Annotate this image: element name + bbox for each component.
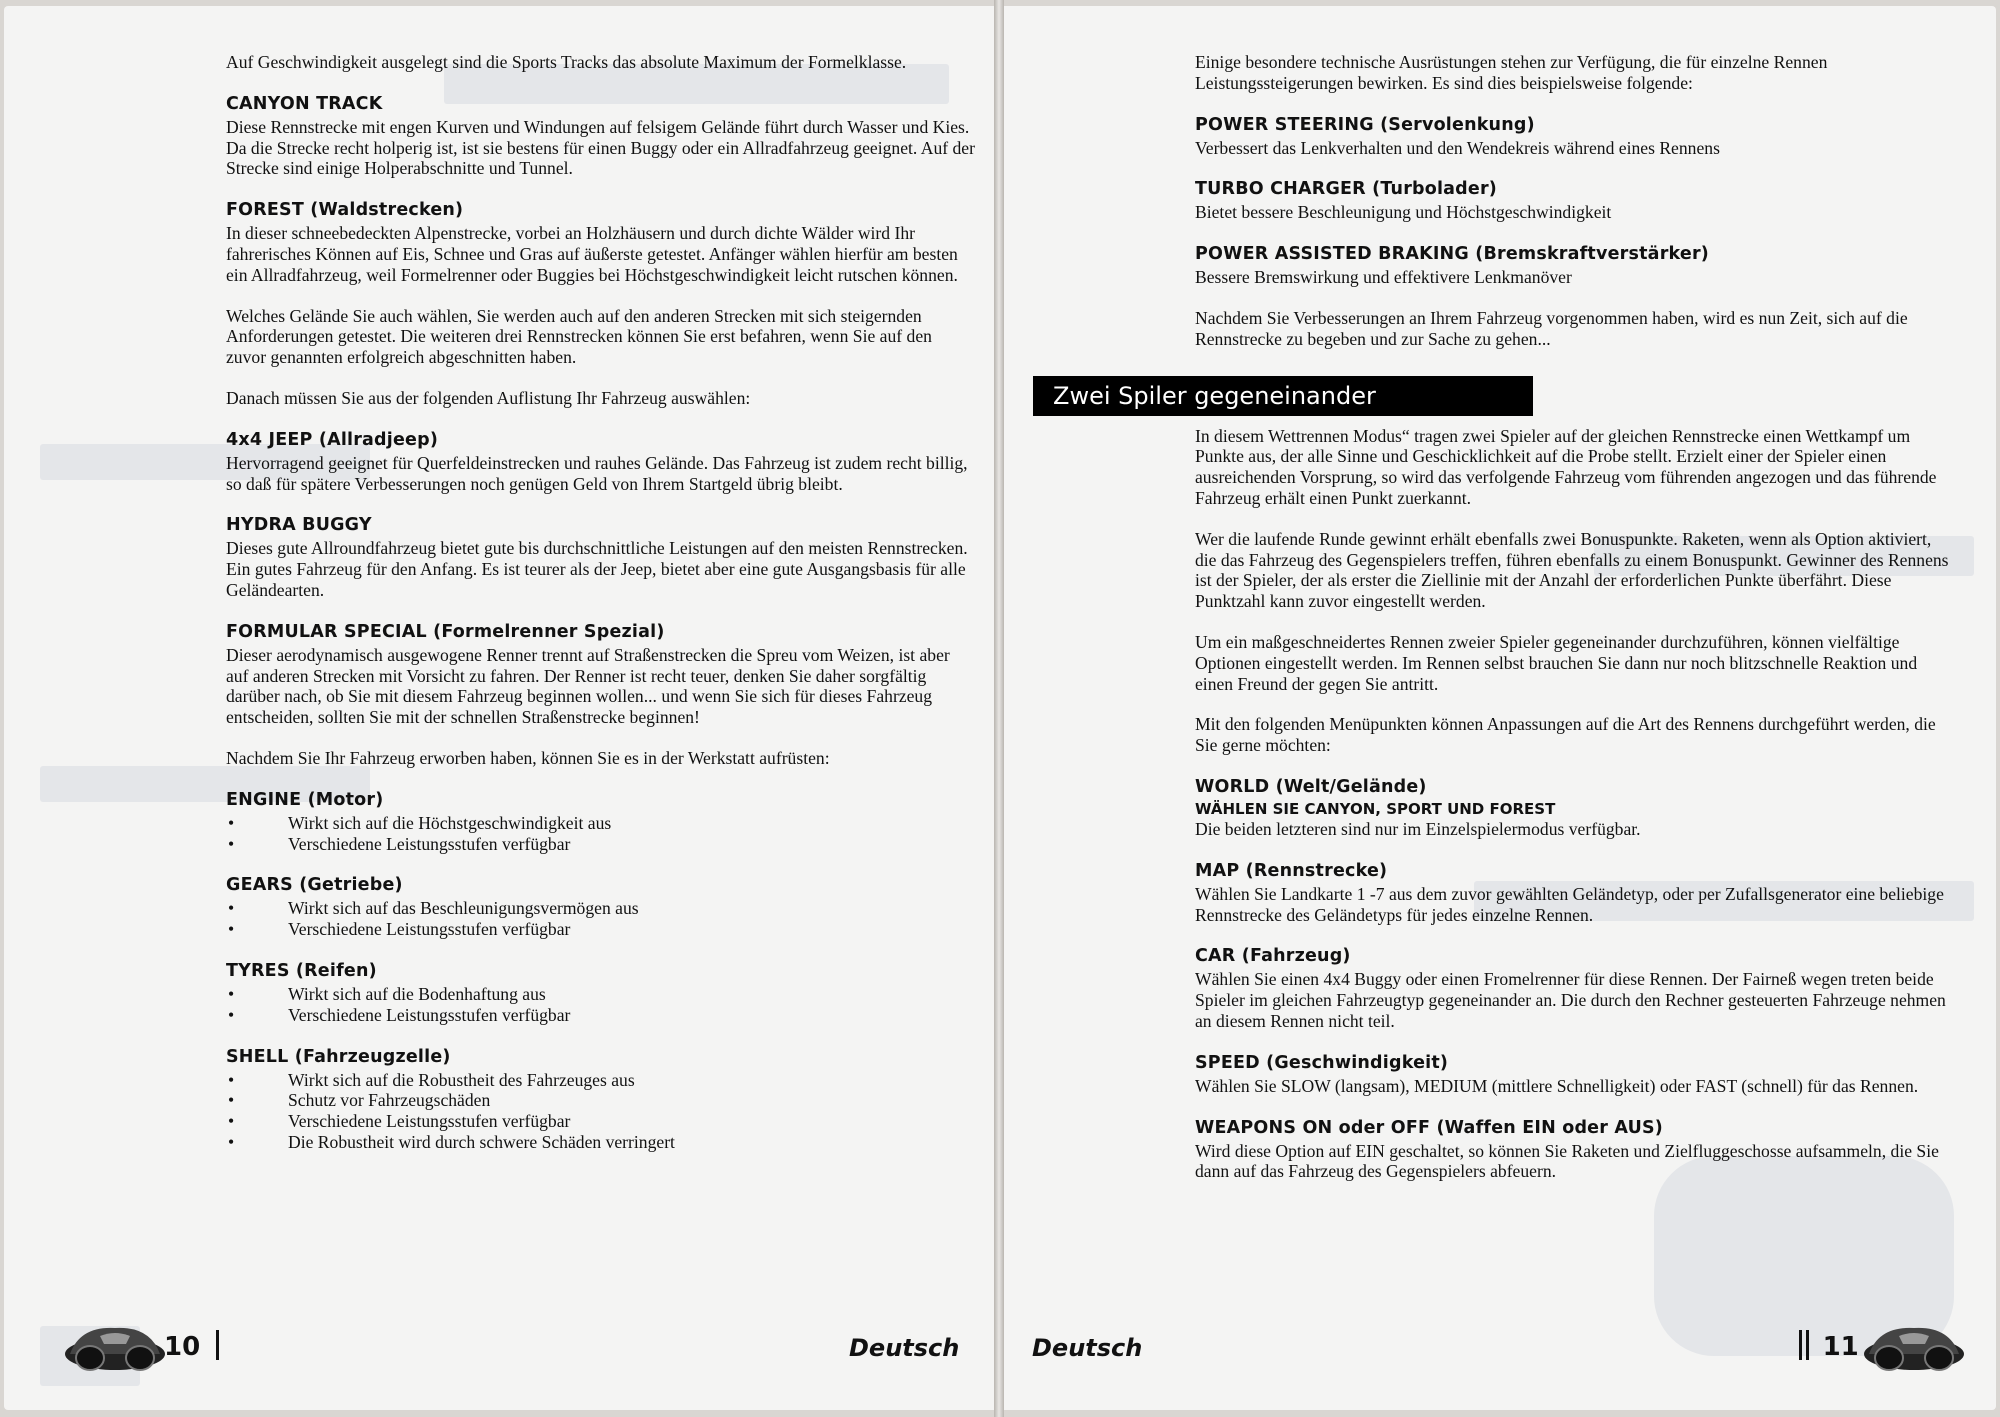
world-text: Die beiden letzteren sind nur im Einzelspielermodus verfügbar. [1195,818,1641,839]
right-intro: Einige besondere technische Ausrüstungen stehen zur Verfügung, die für einzelne Rennen Leistungssteigerungen bewirken. Es sind dies beispielsweise folgende: [1195,52,1828,93]
list-item: • Verschiedene Leistungsstufen verfügbar [226,1005,976,1026]
page-number-divider [1806,1330,1809,1360]
left-intro: Auf Geschwindigkeit ausgelegt sind die Sports Tracks das absolute Maximum der Formelklasse. [226,52,907,72]
car-logo-icon [1859,1316,1969,1376]
page-number-divider [216,1330,219,1360]
terrain-text: Welches Gelände Sie auch wählen, Sie werden auch auf den anderen Strecken mit sich steigernden Anforderungen getestet. Die weiteren drei Rennstrecken können Sie erst befahren, wenn Sie auf den zuvor genannten erfolgreich abgeschnitten haben. [226,305,932,368]
formular-text: Dieser aerodynamisch ausgewogene Renner trennt auf Straßenstrecken die Spreu vom Weizen, ist aber auf anderen Strecken mit Vorsicht zu fahren. Der Renner ist recht teuer, denken Sie daher sorgfältig darüber nach, ob Sie mit diesem Fahrzeug beginnen wollen... und wenn Sie sich für dieses Fahrzeug entscheiden, sollten Sie mit der schnellen Straßenstrecke beginnen! [226,644,950,728]
choose-text: Danach müssen Sie aus der folgenden Auflistung Ihr Fahrzeug auswählen: [226,387,751,408]
gears-list [226,898,976,940]
tyres-heading: TYRES (Reifen) [226,960,377,981]
page-number: 10 [164,1332,201,1362]
turbo-text: Bietet bessere Beschleunigung und Höchstgeschwindigkeit [1195,202,1612,223]
page-number-divider [1799,1330,1802,1360]
left-page [4,6,994,1410]
language-label: Deutsch [1032,1334,1143,1362]
braking-text: Bessere Bremswirkung und effektivere Lenkmanöver [1195,267,1572,288]
page-number: 11 [1822,1332,1859,1362]
weapons-text: Wird diese Option auf EIN geschaltet, so können Sie Raketen und Zielfluggeschosse aufsammeln, die Sie dann auf das Fahrzeug des Gegenspielers abfeuern. [1195,1140,1939,1182]
mode-text-2: Wer die laufende Runde gewinnt erhält ebenfalls zwei Bonuspunkte. Raketen, wenn als Option aktiviert, die das Fahrzeug des Gegenspielers treffen, führen ebenfalls zu einem Bonuspunkt. Gewinner des Rennens ist der Spieler, der als erster die Ziellinie mit der Anzahl der erforderlichen Punkte überfährt. Diese Punktzahl kann zuvor eingestellt werden. [1195,528,1949,612]
hydra-heading: HYDRA BUGGY [226,515,372,536]
list-item: • Schutz vor Fahrzeugschäden [226,1090,976,1111]
shell-heading: SHELL (Fahrzeugzelle) [226,1046,451,1067]
right-page-number-block [1799,1330,1859,1362]
turbo-heading: TURBO CHARGER (Turbolader) [1195,179,1498,200]
language-label: Deutsch [849,1334,960,1362]
workshop-text: Nachdem Sie Ihr Fahrzeug erworben haben, können Sie es in der Werkstatt aufrüsten: [226,747,830,768]
speed-text: Wählen Sie SLOW (langsam), MEDIUM (mittlere Schnelligkeit) oder FAST (schnell) für das Rennen. [1195,1075,1919,1096]
map-text: Wählen Sie Landkarte 1 -7 aus dem zuvor gewählten Geländetyp, oder per Zufallsgenerator eine beliebige Rennstrecke des Geländetyps für jedes einzelne Rennen. [1195,883,1944,925]
hydra-text: Dieses gute Allroundfahrzeug bietet gute bis durchschnittliche Leistungen auf den meisten Rennstrecken. Ein gutes Fahrzeug für den Anfang. Es ist teurer als der Jeep, bietet aber eine gute Ausgangsbasis für alle Geländearten. [226,538,968,600]
list-item: • Wirkt sich auf die Höchstgeschwindigkeit aus [226,813,976,834]
power-steering-heading: POWER STEERING (Servolenkung) [1195,114,1535,135]
list-item: • Wirkt sich auf die Robustheit des Fahrzeuges aus [226,1070,976,1091]
list-item: • Verschiedene Leistungsstufen verfügbar [226,919,976,940]
gears-heading: GEARS (Getriebe) [226,875,403,896]
canyon-heading: CANYON TRACK [226,93,383,114]
shell-list [226,1070,976,1153]
engine-list [226,813,976,855]
tyres-list [226,984,976,1026]
list-item: • Wirkt sich auf die Bodenhaftung aus [226,984,976,1005]
braking-heading: POWER ASSISTED BRAKING (Bremskraftverstärker) [1195,244,1709,265]
list-item: • Wirkt sich auf das Beschleunigungsvermögen aus [226,898,976,919]
car-heading: CAR (Fahrzeug) [1195,946,1351,967]
formular-heading: FORMULAR SPECIAL (Formelrenner Spezial) [226,621,665,642]
list-item: • Die Robustheit wird durch schwere Schäden verringert [226,1132,976,1153]
power-steering-text: Verbessert das Lenkverhalten und den Wendekreis während eines Rennens [1195,137,1720,158]
jeep-text: Hervorragend geeignet für Querfeldeinstrecken und rauhes Gelände. Das Fahrzeug ist zudem recht billig, so daß für spätere Verbesserungen noch genügen Geld von Ihrem Startgeld übrig bleibt. [226,452,968,494]
jeep-heading: 4x4 JEEP (Allradjeep) [226,429,439,450]
after-upgrade-text: Nachdem Sie Verbesserungen an Ihrem Fahrzeug vorgenommen haben, wird es nun Zeit, sich auf die Rennstrecke zu begeben und zur Sache zu gehen... [1195,307,1908,349]
right-page [1004,6,1996,1410]
mode-text-1: In diesem Wettrennen Modus“ tragen zwei Spieler auf der gleichen Rennstrecke einen Wettkampf um Punkte aus, der alle Sinne und Geschicklichkeit auf die Probe stellt. Erzielt einer der Spieler einen ausreichenden Vorsprung, so wird das verfolgende Fahrzeug vom führenden angezogen und das führende Fahrzeug erhält einen Punkt zuerkannt. [1195,425,1937,508]
speed-heading: SPEED (Geschwindigkeit) [1195,1052,1449,1073]
mode-text-4: Mit den folgenden Menüpunkten können Anpassungen auf die Art des Rennens durchgeführt werden, die Sie gerne möchten: [1195,714,1936,756]
canyon-text: Diese Rennstrecke mit engen Kurven und Windungen auf felsigem Gelände führt durch Wasser und Kies. Da die Strecke recht holperig ist, ist sie bestens für einen Buggy oder ein Allradfahrzeug geeignet. Auf der Strecke sind einige Holperabschnitte und Tunnel. [226,116,975,179]
car-text: Wählen Sie einen 4x4 Buggy oder einen Fromelrenner für diese Rennen. Der Fairneß wegen treten beide Spieler im gleichen Fahrzeugtyp gegeneinander an. Die durch den Rechner gesteuerten Fahrzeuge nehmen an diesem Rennen nicht teil. [1195,969,1946,1031]
section-banner: Zwei Spiler gegeneinander [1033,376,1533,416]
list-item: • Verschiedene Leistungsstufen verfügbar [226,1111,976,1132]
right-column [1053,52,1950,1182]
book-spine [994,0,1004,1417]
forest-heading: FOREST (Waldstrecken) [226,200,464,221]
map-heading: MAP (Rennstrecke) [1195,860,1388,881]
mode-text-3: Um ein maßgeschneidertes Rennen zweier Spieler gegeneinander durchzuführen, können vielfältige Optionen eingestellt werden. Im Rennen selbst brauchen Sie dann nur noch blitzschnelle Reaktion und einen Freund der gegen Sie antritt. [1195,631,1918,694]
weapons-heading: WEAPONS ON oder OFF (Waffen EIN oder AUS) [1195,1117,1663,1138]
world-heading: WORLD (Welt/Gelände) [1195,776,1427,797]
car-logo-icon [60,1316,170,1376]
world-subtitle: WÄHLEN SIE CANYON, SPORT UND FOREST [1195,799,1556,818]
left-column [226,52,976,1153]
list-item: • Verschiedene Leistungsstufen verfügbar [226,834,976,855]
forest-text: In dieser schneebedeckten Alpenstrecke, vorbei an Holzhäusern und durch dichte Wälder wird Ihr fahrerisches Können auf Eis, Schnee und Gras auf äußerste getestet. Anfänger wählen hierfür am besten ein Allradfahrzeug, weil Formelrenner oder Buggies bei Höchstgeschwindigkeit leicht rutschen können. [226,223,958,285]
engine-heading: ENGINE (Motor) [226,789,384,810]
left-page-number-block [164,1330,219,1362]
